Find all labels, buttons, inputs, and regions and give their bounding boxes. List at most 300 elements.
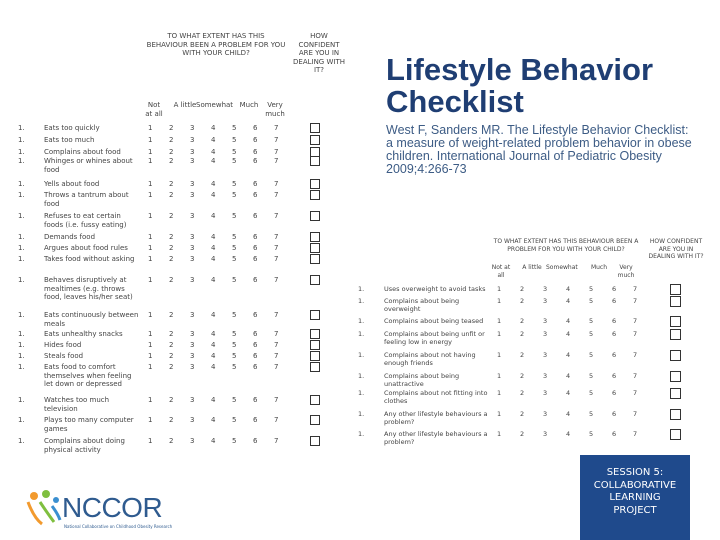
rating-option[interactable]: 4 xyxy=(566,351,571,359)
rating-option[interactable]: 3 xyxy=(190,437,195,445)
rating-option[interactable]: 3 xyxy=(190,416,195,424)
row-label: Eats continuously between meals xyxy=(44,311,139,328)
rating-option[interactable]: 4 xyxy=(211,437,216,445)
right-scale-labels xyxy=(490,264,640,282)
rating-option[interactable]: 2 xyxy=(169,311,174,319)
confidence-checkbox[interactable] xyxy=(670,296,681,307)
rating-option[interactable]: 5 xyxy=(232,276,237,284)
rating-option[interactable]: 7 xyxy=(274,437,279,445)
rating-option[interactable]: 4 xyxy=(211,255,216,263)
rating-option[interactable]: 3 xyxy=(190,363,195,371)
rating-option[interactable]: 7 xyxy=(633,410,638,418)
rating-option[interactable]: 7 xyxy=(274,124,279,132)
row-label: Refuses to eat certain foods (i.e. fussy eating) xyxy=(44,212,127,229)
rating-option[interactable]: 3 xyxy=(190,124,195,132)
row-label: Complains about not fitting into clothes xyxy=(384,389,488,406)
rating-option[interactable]: 7 xyxy=(274,233,279,241)
rating-option[interactable]: 3 xyxy=(543,410,548,418)
confidence-checkbox[interactable] xyxy=(310,179,320,189)
rating-option[interactable]: 5 xyxy=(589,330,594,338)
session-line: LEARNING xyxy=(609,492,661,503)
rating-option[interactable]: 4 xyxy=(566,389,571,397)
row-label: Complains about being unattractive xyxy=(384,372,460,389)
citation: West F, Sanders MR. The Lifestyle Behavior Checklist: a measure of weight-related problem behavior in obese children. International Journal of Pediatric Obesity 2009;4:266-73 xyxy=(386,123,692,176)
row-label: Uses overweight to avoid tasks xyxy=(384,285,486,293)
rating-option[interactable]: 6 xyxy=(253,180,258,188)
rating-option[interactable]: 7 xyxy=(633,285,638,293)
page-title: Lifestyle Behavior Checklist xyxy=(386,52,654,119)
rating-option[interactable]: 4 xyxy=(211,352,216,360)
row-label: Argues about food rules xyxy=(44,244,128,252)
row-label: Complains about being overweight xyxy=(384,297,460,314)
rating-option[interactable]: 5 xyxy=(232,363,237,371)
rating-option[interactable]: 4 xyxy=(211,363,216,371)
rating-option[interactable]: 4 xyxy=(211,233,216,241)
rating-option[interactable]: 5 xyxy=(232,396,237,404)
rating-option[interactable]: 4 xyxy=(566,410,571,418)
rating-option[interactable]: 4 xyxy=(566,430,571,438)
rating-option[interactable]: 4 xyxy=(211,136,216,144)
confidence-checkbox[interactable] xyxy=(310,362,320,372)
rating-option[interactable]: 1 xyxy=(497,351,502,359)
rating-option[interactable]: 6 xyxy=(253,148,258,156)
session-badge xyxy=(580,455,690,540)
rating-option[interactable]: 1 xyxy=(148,255,153,263)
rating-option[interactable]: 3 xyxy=(190,396,195,404)
rating-option[interactable]: 6 xyxy=(612,285,617,293)
confidence-checkbox[interactable] xyxy=(310,395,320,405)
confidence-checkbox[interactable] xyxy=(670,371,681,382)
rating-option[interactable]: 5 xyxy=(232,255,237,263)
row-label: Complains about being unfit or feeling low in energy xyxy=(384,330,485,347)
scale-label: A little xyxy=(522,264,542,271)
row-bullet: 1. xyxy=(18,191,25,199)
rating-option[interactable]: 4 xyxy=(566,285,571,293)
confidence-checkbox[interactable] xyxy=(310,310,320,320)
rating-option[interactable]: 4 xyxy=(211,124,216,132)
rating-option[interactable]: 7 xyxy=(274,136,279,144)
rating-option[interactable]: 7 xyxy=(633,430,638,438)
rating-option[interactable]: 5 xyxy=(232,136,237,144)
confidence-checkbox[interactable] xyxy=(310,254,320,264)
rating-option[interactable]: 7 xyxy=(274,191,279,199)
row-bullet: 1. xyxy=(358,285,365,293)
rating-option[interactable]: 6 xyxy=(253,363,258,371)
rating-option[interactable]: 3 xyxy=(190,157,195,165)
rating-option[interactable]: 2 xyxy=(169,180,174,188)
rating-option[interactable]: 1 xyxy=(497,389,502,397)
confidence-checkbox[interactable] xyxy=(310,123,320,133)
rating-option[interactable]: 3 xyxy=(190,341,195,349)
row-bullet: 1. xyxy=(18,363,25,371)
rating-option[interactable]: 4 xyxy=(211,276,216,284)
confidence-checkbox[interactable] xyxy=(670,388,681,399)
rating-option[interactable]: 6 xyxy=(253,212,258,220)
rating-option[interactable]: 6 xyxy=(253,416,258,424)
rating-option[interactable]: 7 xyxy=(274,330,279,338)
rating-option[interactable]: 1 xyxy=(497,297,502,305)
confidence-checkbox[interactable] xyxy=(310,340,320,350)
rating-option[interactable]: 7 xyxy=(274,352,279,360)
rating-option[interactable]: 1 xyxy=(148,157,153,165)
rating-option[interactable]: 5 xyxy=(589,430,594,438)
scale-label: A little xyxy=(173,101,197,109)
rating-option[interactable]: 4 xyxy=(211,212,216,220)
right-confidence-header: HOW CONFIDENT ARE YOU IN DEALING WITH IT? xyxy=(648,238,704,260)
rating-option[interactable]: 2 xyxy=(169,330,174,338)
confidence-checkbox[interactable] xyxy=(670,350,681,361)
rating-option[interactable]: 6 xyxy=(253,341,258,349)
rating-option[interactable]: 6 xyxy=(253,330,258,338)
rating-option[interactable]: 4 xyxy=(211,396,216,404)
row-bullet: 1. xyxy=(18,136,25,144)
rating-option[interactable]: 2 xyxy=(169,352,174,360)
rating-option[interactable]: 3 xyxy=(543,285,548,293)
rating-option[interactable]: 1 xyxy=(148,330,153,338)
rating-option[interactable]: 3 xyxy=(190,233,195,241)
rating-option[interactable]: 2 xyxy=(169,157,174,165)
rating-option[interactable]: 4 xyxy=(211,330,216,338)
session-line: SESSION 5: xyxy=(606,467,664,478)
rating-option[interactable]: 7 xyxy=(274,148,279,156)
rating-option[interactable]: 6 xyxy=(253,136,258,144)
confidence-checkbox[interactable] xyxy=(310,190,320,200)
scale-label: Much xyxy=(590,264,608,271)
row-bullet: 1. xyxy=(358,351,365,359)
rating-option[interactable]: 1 xyxy=(148,363,153,371)
rating-option[interactable]: 7 xyxy=(274,244,279,252)
rating-option[interactable]: 1 xyxy=(148,352,153,360)
rating-option[interactable]: 3 xyxy=(190,276,195,284)
rating-option[interactable]: 5 xyxy=(232,330,237,338)
rating-option[interactable]: 7 xyxy=(633,330,638,338)
row-label: Eats unhealthy snacks xyxy=(44,330,123,338)
rating-option[interactable]: 6 xyxy=(612,330,617,338)
rating-option[interactable]: 6 xyxy=(612,410,617,418)
rating-option[interactable]: 7 xyxy=(274,157,279,165)
rating-option[interactable]: 4 xyxy=(566,372,571,380)
row-bullet: 1. xyxy=(18,255,25,263)
row-bullet: 1. xyxy=(18,180,25,188)
scale-label: Not at all xyxy=(145,101,163,118)
rating-option[interactable]: 4 xyxy=(211,157,216,165)
rating-option[interactable]: 1 xyxy=(497,285,502,293)
rating-option[interactable]: 4 xyxy=(566,297,571,305)
rating-option[interactable]: 1 xyxy=(497,430,502,438)
row-bullet: 1. xyxy=(358,410,365,418)
row-label: Eats food to comfort themselves when feeling let down or depressed xyxy=(44,363,132,389)
row-bullet: 1. xyxy=(18,157,25,165)
row-label: Whinges or whines about food xyxy=(44,157,133,174)
rating-option[interactable]: 5 xyxy=(232,244,237,252)
row-label: Complains about not having enough friends xyxy=(384,351,476,368)
rating-option[interactable]: 5 xyxy=(589,389,594,397)
rating-option[interactable]: 2 xyxy=(169,437,174,445)
row-bullet: 1. xyxy=(18,124,25,132)
scale-label: Somewhat xyxy=(196,101,234,109)
rating-option[interactable]: 7 xyxy=(274,363,279,371)
rating-option[interactable]: 7 xyxy=(633,389,638,397)
rating-option[interactable]: 1 xyxy=(148,233,153,241)
rating-option[interactable]: 3 xyxy=(543,372,548,380)
rating-option[interactable]: 4 xyxy=(211,311,216,319)
logo-wordmark: NCCOR xyxy=(62,492,163,523)
scale-label: Somewhat xyxy=(546,264,578,271)
rating-option[interactable]: 1 xyxy=(497,330,502,338)
row-bullet: 1. xyxy=(358,372,365,380)
rating-option[interactable]: 1 xyxy=(148,124,153,132)
rating-option[interactable]: 2 xyxy=(520,372,525,380)
row-bullet: 1. xyxy=(358,317,365,325)
rating-option[interactable]: 3 xyxy=(190,212,195,220)
rating-option[interactable]: 6 xyxy=(253,191,258,199)
row-label: Throws a tantrum about food xyxy=(44,191,129,208)
rating-option[interactable]: 4 xyxy=(566,317,571,325)
row-label: Eats too much xyxy=(44,136,95,144)
rating-option[interactable]: 5 xyxy=(232,437,237,445)
session-line: PROJECT xyxy=(613,504,657,516)
rating-option[interactable]: 2 xyxy=(169,233,174,241)
rating-option[interactable]: 5 xyxy=(232,212,237,220)
rating-option[interactable]: 1 xyxy=(148,244,153,252)
row-bullet: 1. xyxy=(18,148,25,156)
row-label: Watches too much television xyxy=(44,396,110,413)
rating-option[interactable]: 4 xyxy=(211,191,216,199)
rating-option[interactable]: 5 xyxy=(232,416,237,424)
rating-option[interactable]: 2 xyxy=(520,351,525,359)
rating-option[interactable]: 6 xyxy=(612,317,617,325)
left-confidence-header: HOW CONFIDENT ARE YOU IN DEALING WITH IT? xyxy=(293,32,345,75)
rating-option[interactable]: 1 xyxy=(148,396,153,404)
rating-option[interactable]: 2 xyxy=(520,389,525,397)
row-label: Eats too quickly xyxy=(44,124,100,132)
rating-option[interactable]: 7 xyxy=(274,341,279,349)
rating-option[interactable]: 3 xyxy=(190,311,195,319)
rating-option[interactable]: 5 xyxy=(589,317,594,325)
rating-option[interactable]: 1 xyxy=(148,276,153,284)
rating-option[interactable]: 1 xyxy=(148,437,153,445)
rating-option[interactable]: 2 xyxy=(520,317,525,325)
rating-option[interactable]: 7 xyxy=(274,276,279,284)
rating-option[interactable]: 7 xyxy=(633,372,638,380)
confidence-checkbox[interactable] xyxy=(670,284,681,295)
rating-option[interactable]: 5 xyxy=(232,352,237,360)
row-label: Any other lifestyle behaviours a problem? xyxy=(384,410,488,427)
rating-option[interactable]: 6 xyxy=(612,351,617,359)
right-extent-header: TO WHAT EXTENT HAS THIS BEHAVIOUR BEEN A PROBLEM FOR YOU WITH YOUR CHILD? xyxy=(493,238,639,253)
rating-option[interactable]: 7 xyxy=(633,317,638,325)
rating-option[interactable]: 6 xyxy=(253,396,258,404)
row-bullet: 1. xyxy=(18,233,25,241)
rating-option[interactable]: 6 xyxy=(612,389,617,397)
rating-option[interactable]: 4 xyxy=(211,148,216,156)
rating-option[interactable]: 6 xyxy=(253,276,258,284)
row-label: Steals food xyxy=(44,352,84,360)
rating-option[interactable]: 2 xyxy=(520,330,525,338)
row-label: Complains about being teased xyxy=(384,317,484,325)
rating-option[interactable]: 5 xyxy=(589,372,594,380)
rating-option[interactable]: 6 xyxy=(253,352,258,360)
rating-option[interactable]: 5 xyxy=(232,157,237,165)
rating-option[interactable]: 7 xyxy=(274,255,279,263)
scale-label: Much xyxy=(239,101,259,109)
rating-option[interactable]: 3 xyxy=(543,351,548,359)
rating-option[interactable]: 5 xyxy=(232,311,237,319)
rating-option[interactable]: 7 xyxy=(274,212,279,220)
rating-option[interactable]: 1 xyxy=(148,180,153,188)
confidence-checkbox[interactable] xyxy=(670,316,681,327)
rating-option[interactable]: 4 xyxy=(211,244,216,252)
row-bullet: 1. xyxy=(358,297,365,305)
rating-option[interactable]: 3 xyxy=(190,330,195,338)
rating-option[interactable]: 6 xyxy=(612,430,617,438)
rating-option[interactable]: 6 xyxy=(253,124,258,132)
row-bullet: 1. xyxy=(18,341,25,349)
row-bullet: 1. xyxy=(18,311,25,319)
row-bullet: 1. xyxy=(358,389,365,397)
scale-label: Very much xyxy=(617,264,635,279)
rating-option[interactable]: 2 xyxy=(520,297,525,305)
confidence-checkbox[interactable] xyxy=(310,211,320,221)
confidence-checkbox[interactable] xyxy=(310,243,320,253)
row-bullet: 1. xyxy=(18,276,25,284)
rating-option[interactable]: 1 xyxy=(148,212,153,220)
row-label: Plays too many computer games xyxy=(44,416,134,433)
rating-option[interactable]: 2 xyxy=(169,244,174,252)
rating-option[interactable]: 2 xyxy=(169,341,174,349)
logo-people-icon xyxy=(20,488,64,528)
rating-option[interactable]: 2 xyxy=(520,285,525,293)
rating-option[interactable]: 1 xyxy=(497,317,502,325)
rating-option[interactable]: 2 xyxy=(169,148,174,156)
rating-option[interactable]: 5 xyxy=(232,233,237,241)
rating-option[interactable]: 4 xyxy=(211,416,216,424)
row-bullet: 1. xyxy=(18,330,25,338)
rating-option[interactable]: 5 xyxy=(589,351,594,359)
confidence-checkbox[interactable] xyxy=(310,329,320,339)
rating-option[interactable]: 2 xyxy=(169,124,174,132)
row-bullet: 1. xyxy=(18,212,25,220)
rating-option[interactable]: 3 xyxy=(190,191,195,199)
session-line: COLLABORATIVE xyxy=(593,479,677,491)
rating-option[interactable]: 2 xyxy=(169,255,174,263)
rating-option[interactable]: 7 xyxy=(633,351,638,359)
rating-option[interactable]: 6 xyxy=(253,255,258,263)
row-bullet: 1. xyxy=(18,396,25,404)
rating-option[interactable]: 4 xyxy=(211,341,216,349)
rating-option[interactable]: 2 xyxy=(520,410,525,418)
rating-option[interactable]: 2 xyxy=(169,416,174,424)
confidence-checkbox[interactable] xyxy=(670,429,681,440)
rating-option[interactable]: 7 xyxy=(633,297,638,305)
rating-option[interactable]: 1 xyxy=(148,136,153,144)
rating-option[interactable]: 1 xyxy=(148,148,153,156)
rating-option[interactable]: 3 xyxy=(543,317,548,325)
rating-option[interactable]: 5 xyxy=(232,148,237,156)
rating-option[interactable]: 3 xyxy=(190,244,195,252)
row-bullet: 1. xyxy=(18,437,25,445)
confidence-checkbox[interactable] xyxy=(310,275,320,285)
rating-option[interactable]: 7 xyxy=(274,311,279,319)
row-label: Yells about food xyxy=(44,180,100,188)
confidence-checkbox[interactable] xyxy=(310,135,320,145)
rating-option[interactable]: 3 xyxy=(190,255,195,263)
rating-option[interactable]: 6 xyxy=(612,297,617,305)
rating-option[interactable]: 5 xyxy=(589,410,594,418)
row-label: Hides food xyxy=(44,341,82,349)
left-extent-header: TO WHAT EXTENT HAS THIS BEHAVIOUR BEEN A PROBLEM FOR YOU WITH YOUR CHILD? xyxy=(146,32,286,58)
rating-option[interactable]: 3 xyxy=(190,352,195,360)
rating-option[interactable]: 4 xyxy=(211,180,216,188)
rating-option[interactable]: 1 xyxy=(148,341,153,349)
row-label: Complains about doing physical activity xyxy=(44,437,125,454)
confidence-checkbox[interactable] xyxy=(310,232,320,242)
rating-option[interactable]: 3 xyxy=(190,148,195,156)
rating-option[interactable]: 5 xyxy=(232,180,237,188)
confidence-checkbox[interactable] xyxy=(670,409,681,420)
confidence-checkbox[interactable] xyxy=(310,436,320,446)
rating-option[interactable]: 3 xyxy=(543,430,548,438)
rating-option[interactable]: 2 xyxy=(169,276,174,284)
confidence-checkbox[interactable] xyxy=(310,156,320,166)
rating-option[interactable]: 2 xyxy=(169,212,174,220)
rating-option[interactable]: 5 xyxy=(232,124,237,132)
rating-option[interactable]: 2 xyxy=(169,396,174,404)
row-label: Behaves disruptively at mealtimes (e.g. throws food, leaves his/her seat) xyxy=(44,276,133,302)
rating-option[interactable]: 2 xyxy=(169,191,174,199)
rating-option[interactable]: 6 xyxy=(612,372,617,380)
row-label: Demands food xyxy=(44,233,96,241)
rating-option[interactable]: 5 xyxy=(589,285,594,293)
rating-option[interactable]: 4 xyxy=(566,330,571,338)
rating-option[interactable]: 7 xyxy=(274,396,279,404)
rating-option[interactable]: 3 xyxy=(190,136,195,144)
rating-option[interactable]: 3 xyxy=(543,330,548,338)
rating-option[interactable]: 3 xyxy=(543,297,548,305)
rating-option[interactable]: 1 xyxy=(148,311,153,319)
rating-option[interactable]: 1 xyxy=(148,416,153,424)
confidence-checkbox[interactable] xyxy=(670,329,681,340)
row-bullet: 1. xyxy=(18,244,25,252)
rating-option[interactable]: 2 xyxy=(169,136,174,144)
rating-option[interactable]: 1 xyxy=(497,372,502,380)
row-label: Takes food without asking xyxy=(44,255,135,263)
rating-option[interactable]: 2 xyxy=(520,430,525,438)
rating-option[interactable]: 5 xyxy=(232,341,237,349)
row-label: Complains about food xyxy=(44,148,121,156)
rating-option[interactable]: 6 xyxy=(253,244,258,252)
rating-option[interactable]: 1 xyxy=(148,191,153,199)
confidence-checkbox[interactable] xyxy=(310,351,320,361)
rating-option[interactable]: 3 xyxy=(543,389,548,397)
rating-option[interactable]: 6 xyxy=(253,157,258,165)
row-label: Any other lifestyle behaviours a problem? xyxy=(384,430,488,447)
row-bullet: 1. xyxy=(18,416,25,424)
confidence-checkbox[interactable] xyxy=(310,415,320,425)
scale-label: Very much xyxy=(265,101,285,118)
rating-option[interactable]: 5 xyxy=(589,297,594,305)
rating-option[interactable]: 5 xyxy=(232,191,237,199)
rating-option[interactable]: 3 xyxy=(190,180,195,188)
rating-option[interactable]: 1 xyxy=(497,410,502,418)
left-scale-labels xyxy=(144,101,289,121)
rating-option[interactable]: 6 xyxy=(253,311,258,319)
rating-option[interactable]: 7 xyxy=(274,180,279,188)
rating-option[interactable]: 7 xyxy=(274,416,279,424)
rating-option[interactable]: 6 xyxy=(253,233,258,241)
rating-option[interactable]: 6 xyxy=(253,437,258,445)
rating-option[interactable]: 2 xyxy=(169,363,174,371)
